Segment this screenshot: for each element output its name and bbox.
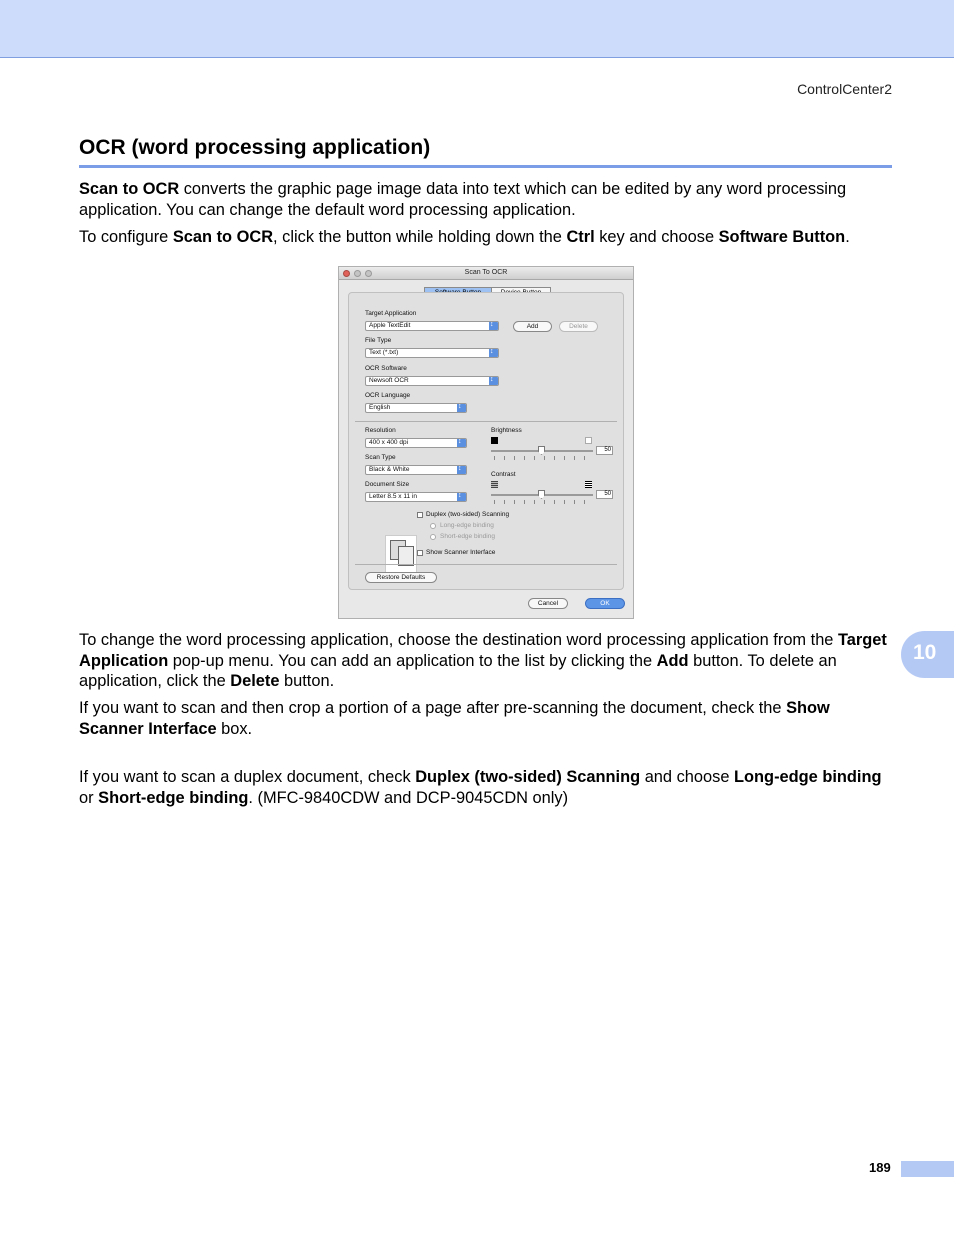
show-scanner-interface-checkbox[interactable] xyxy=(417,550,423,556)
cancel-button[interactable]: Cancel xyxy=(528,598,568,609)
term-duplex-scanning: Duplex (two-sided) Scanning xyxy=(415,768,641,786)
duplex-document-icon xyxy=(385,535,417,575)
scan-type-value: Black & White xyxy=(369,466,410,473)
divider xyxy=(355,564,617,565)
show-scanner-interface-label: Show Scanner Interface xyxy=(426,549,496,556)
chapter-tab xyxy=(901,631,954,678)
term-software-button: Software Button xyxy=(718,228,846,246)
popup-arrow-icon xyxy=(457,439,466,447)
paragraph-change-application xyxy=(79,630,894,692)
popup-arrow-icon xyxy=(489,322,498,330)
contrast-label: Contrast xyxy=(491,471,516,478)
page-number-bar xyxy=(901,1161,954,1177)
term-target-application: Target Application xyxy=(79,631,887,670)
file-type-label: File Type xyxy=(365,337,392,344)
duplex-checkbox[interactable] xyxy=(417,512,423,518)
page-number: 189 xyxy=(869,1160,891,1175)
popup-arrow-icon xyxy=(457,493,466,501)
contrast-value[interactable]: 50 xyxy=(596,490,613,499)
paragraph-scan-to-ocr-intro xyxy=(79,179,894,220)
ocr-language-label: OCR Language xyxy=(365,392,411,399)
resolution-value: 400 x 400 dpi xyxy=(369,439,409,446)
term-long-edge-binding: Long-edge binding xyxy=(734,768,882,786)
text: If you want to scan a duplex document, check xyxy=(79,768,416,786)
scan-to-ocr-dialog xyxy=(338,266,634,619)
dark-swatch-icon xyxy=(491,437,498,444)
text: button. To delete an application, click the xyxy=(79,651,837,690)
ok-button[interactable]: OK xyxy=(585,598,625,609)
low-contrast-icon xyxy=(491,481,498,488)
target-application-value: Apple TextEdit xyxy=(369,322,411,329)
popup-arrow-icon xyxy=(489,349,498,357)
high-contrast-icon xyxy=(585,481,592,488)
term-add: Add xyxy=(656,651,689,670)
settings-panel xyxy=(348,292,624,590)
short-edge-label: Short-edge binding xyxy=(440,533,495,540)
brightness-label: Brightness xyxy=(491,427,522,434)
restore-defaults-button[interactable]: Restore Defaults xyxy=(365,572,437,583)
brightness-ticks xyxy=(494,456,590,460)
text: , click the button while holding down the xyxy=(273,228,567,246)
short-edge-radio[interactable] xyxy=(430,534,436,540)
document-size-value: Letter 8.5 x 11 in xyxy=(369,493,417,500)
text: pop-up menu. You can add an application to the list by clicking the xyxy=(168,651,657,670)
ocr-language-value: English xyxy=(369,404,391,411)
light-swatch-icon xyxy=(585,437,592,444)
long-edge-radio[interactable] xyxy=(430,523,436,529)
contrast-ticks xyxy=(494,500,590,504)
paragraph-duplex xyxy=(79,767,894,808)
ocr-software-label: OCR Software xyxy=(365,365,407,372)
term-scan-to-ocr: Scan to OCR xyxy=(172,228,274,246)
resolution-popup[interactable] xyxy=(365,438,467,448)
dialog-title: Scan To OCR xyxy=(464,269,508,276)
brightness-value[interactable]: 50 xyxy=(596,446,613,455)
divider xyxy=(355,421,617,422)
running-head: ControlCenter2 xyxy=(797,81,892,97)
long-edge-label: Long-edge binding xyxy=(440,522,494,529)
ocr-software-popup[interactable] xyxy=(365,376,499,386)
text: key and choose xyxy=(594,228,719,246)
term-scan-to-ocr: Scan to OCR xyxy=(79,180,180,198)
term-delete: Delete xyxy=(230,672,280,690)
popup-arrow-icon xyxy=(457,466,466,474)
duplex-label: Duplex (two-sided) Scanning xyxy=(426,511,510,518)
paragraph-scanner-interface xyxy=(79,698,894,739)
ocr-language-popup[interactable] xyxy=(365,403,467,413)
text: box. xyxy=(216,719,253,738)
term-short-edge-binding: Short-edge binding xyxy=(98,788,249,807)
document-size-popup[interactable] xyxy=(365,492,467,502)
text: . xyxy=(845,228,850,246)
dialog-titlebar xyxy=(339,267,633,280)
popup-arrow-icon xyxy=(457,404,466,412)
brightness-slider-knob[interactable] xyxy=(538,446,545,455)
contrast-slider-knob[interactable] xyxy=(538,490,545,499)
ocr-software-value: Newsoft OCR xyxy=(369,377,409,384)
delete-button[interactable]: Delete xyxy=(559,321,598,332)
top-header-band xyxy=(0,0,954,58)
scan-type-popup[interactable] xyxy=(365,465,467,475)
resolution-label: Resolution xyxy=(365,427,396,434)
file-type-popup[interactable] xyxy=(365,348,499,358)
text: . (MFC-9840CDW and DCP-9045CDN only) xyxy=(248,788,569,807)
paragraph-configure xyxy=(79,227,894,248)
text: or xyxy=(79,788,99,807)
term-show-scanner-interface: Show Scanner Interface xyxy=(79,699,830,738)
term-ctrl: Ctrl xyxy=(566,228,595,246)
file-type-value: Text (*.txt) xyxy=(369,349,399,356)
target-application-popup[interactable] xyxy=(365,321,499,331)
section-title: OCR (word processing application) xyxy=(79,136,431,159)
scan-type-label: Scan Type xyxy=(365,454,396,461)
document-size-label: Document Size xyxy=(365,481,410,488)
title-rule xyxy=(79,165,892,168)
text: converts the graphic page image data into text which can be edited by any word processing application. You can change the default word processing application. xyxy=(79,180,847,219)
chapter-number: 10 xyxy=(913,641,937,664)
text: If you want to scan and then crop a portion of a page after pre-scanning the document, check the xyxy=(79,699,787,717)
text: and choose xyxy=(640,768,735,786)
text: button. xyxy=(279,672,335,690)
text: To configure xyxy=(79,228,173,246)
add-button[interactable]: Add xyxy=(513,321,552,332)
text: To change the word processing application, choose the destination word processing application from the xyxy=(79,631,838,649)
target-application-label: Target Application xyxy=(365,310,417,317)
popup-arrow-icon xyxy=(489,377,498,385)
